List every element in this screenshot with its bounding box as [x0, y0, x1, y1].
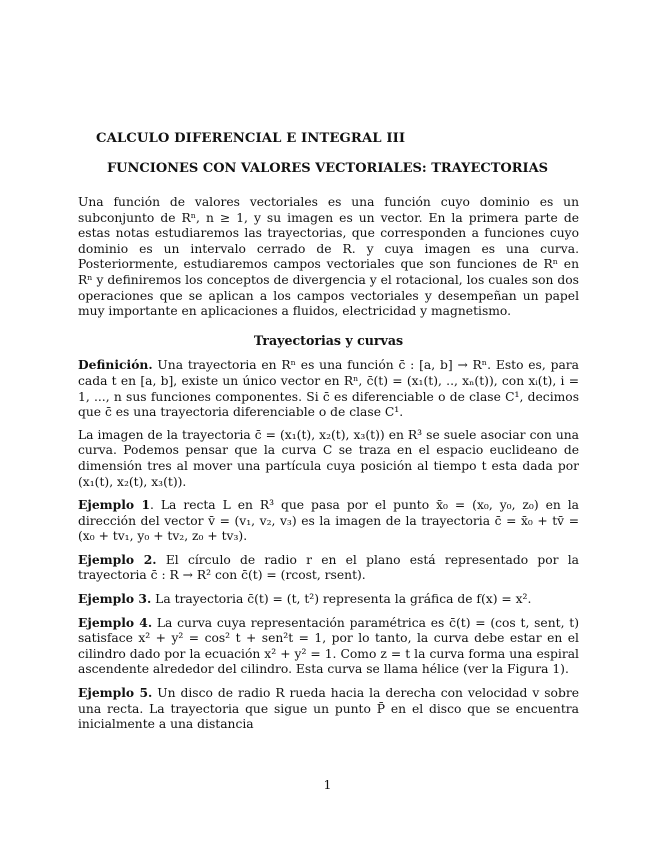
definition-label: Definición.: [78, 357, 153, 373]
example-text: La trayectoria c̄(t) = (t, t²) representa la gráfica de f(x) = x².: [151, 592, 532, 607]
document-body: [78, 195, 579, 740]
example-text: Un disco de radio R rueda hacia la derecha con velocidad v sobre una recta. La trayectoria que sigue un punto P̄ en el disco que se encuentra inicialmente a una distancia: [78, 686, 579, 732]
example-5: [78, 685, 579, 733]
example-label: Ejemplo 5.: [78, 685, 153, 701]
example-label: Ejemplo 2.: [78, 551, 157, 567]
definition-paragraph: [78, 357, 579, 420]
example-1: [78, 497, 579, 545]
intro-paragraph: Una función de valores vectoriales es una función cuyo dominio es un subconjunto de Rⁿ, n ≥ 1, y su imagen es un vector. En la primera parte de estas notas estudiaremos las trayectorias, que corresponden a funciones cuyo dominio es un intervalo cerrado de R. y cuya imagen es una curva. Posteriormente, estudiaremos campos vectoriales que son funciones de Rⁿ en Rⁿ y definiremos los conceptos de divergencia y el rotacional, los cuales son dos operaciones que se aplican a los campos vectoriales y desempeñan un papel muy importante en aplicaciones a fluidos, electricidad y magnetismo.: [78, 195, 579, 319]
example-text: La curva cuya representación paramétrica es c̄(t) = (cos t, sent, t) satisface x² + y² = cos² t + sen²t = 1, por lo tanto, la curva debe estar en el cilindro dado por la ecuación x² + y² = 1. Como z = t la curva forma una espiral ascendente alrededor del cilindro. Esta curva se llama hélice (ver la Figura 1).: [78, 615, 579, 677]
image-paragraph: La imagen de la trayectoria c̄ = (x₁(t), x₂(t), x₃(t)) en R³ se suele asociar con una curva. Podemos pensar que la curva C se traza en el espacio euclideano de dimensión tres al mover una partícula cuya posición al tiempo t esta dada por (x₁(t), x₂(t), x₃(t)).: [78, 427, 579, 489]
page-number: 1: [323, 777, 332, 792]
example-2: [78, 552, 579, 584]
example-label: Ejemplo 4.: [78, 614, 153, 630]
example-4: [78, 615, 579, 678]
example-3: [78, 591, 579, 608]
example-label: Ejemplo 1: [78, 497, 151, 513]
example-text: El círculo de radio r en el plano está representado por la trayectoria c̄ : R → R² con c̄(t) = (rcost, rsent).: [78, 552, 579, 583]
example-label: Ejemplo 3.: [78, 591, 152, 607]
definition-text: Una trayectoria en Rⁿ es una función c̄ : [a, b] → Rⁿ. Esto es, para cada t en [a, b], existe un único vector en Rⁿ, c̄(t) = (x₁(t), .., xₙ(t)), con xᵢ(t), i = 1, ..., n sus funciones componentes. Si c̄ es diferenciable o de clase C¹, decimos que c̄ es una trayectoria diferenciable o de clase C¹.: [78, 358, 579, 420]
course-title: CALCULO DIFERENCIAL E INTEGRAL III: [96, 131, 406, 146]
example-text: . La recta L en R³ que pasa por el punto x̄₀ = (x₀, y₀, z₀) en la dirección del vector v̄ = (v₁, v₂, v₃) es la imagen de la trayectoria c̄ = x̄₀ + tv̄ = (x₀ + tv₁, y₀ + tv₂, z₀ + tv₃).: [78, 498, 580, 544]
section-title: Trayectorias y curvas: [253, 332, 404, 348]
chapter-title: FUNCIONES CON VALORES VECTORIALES: TRAYECTORIAS: [106, 161, 549, 176]
